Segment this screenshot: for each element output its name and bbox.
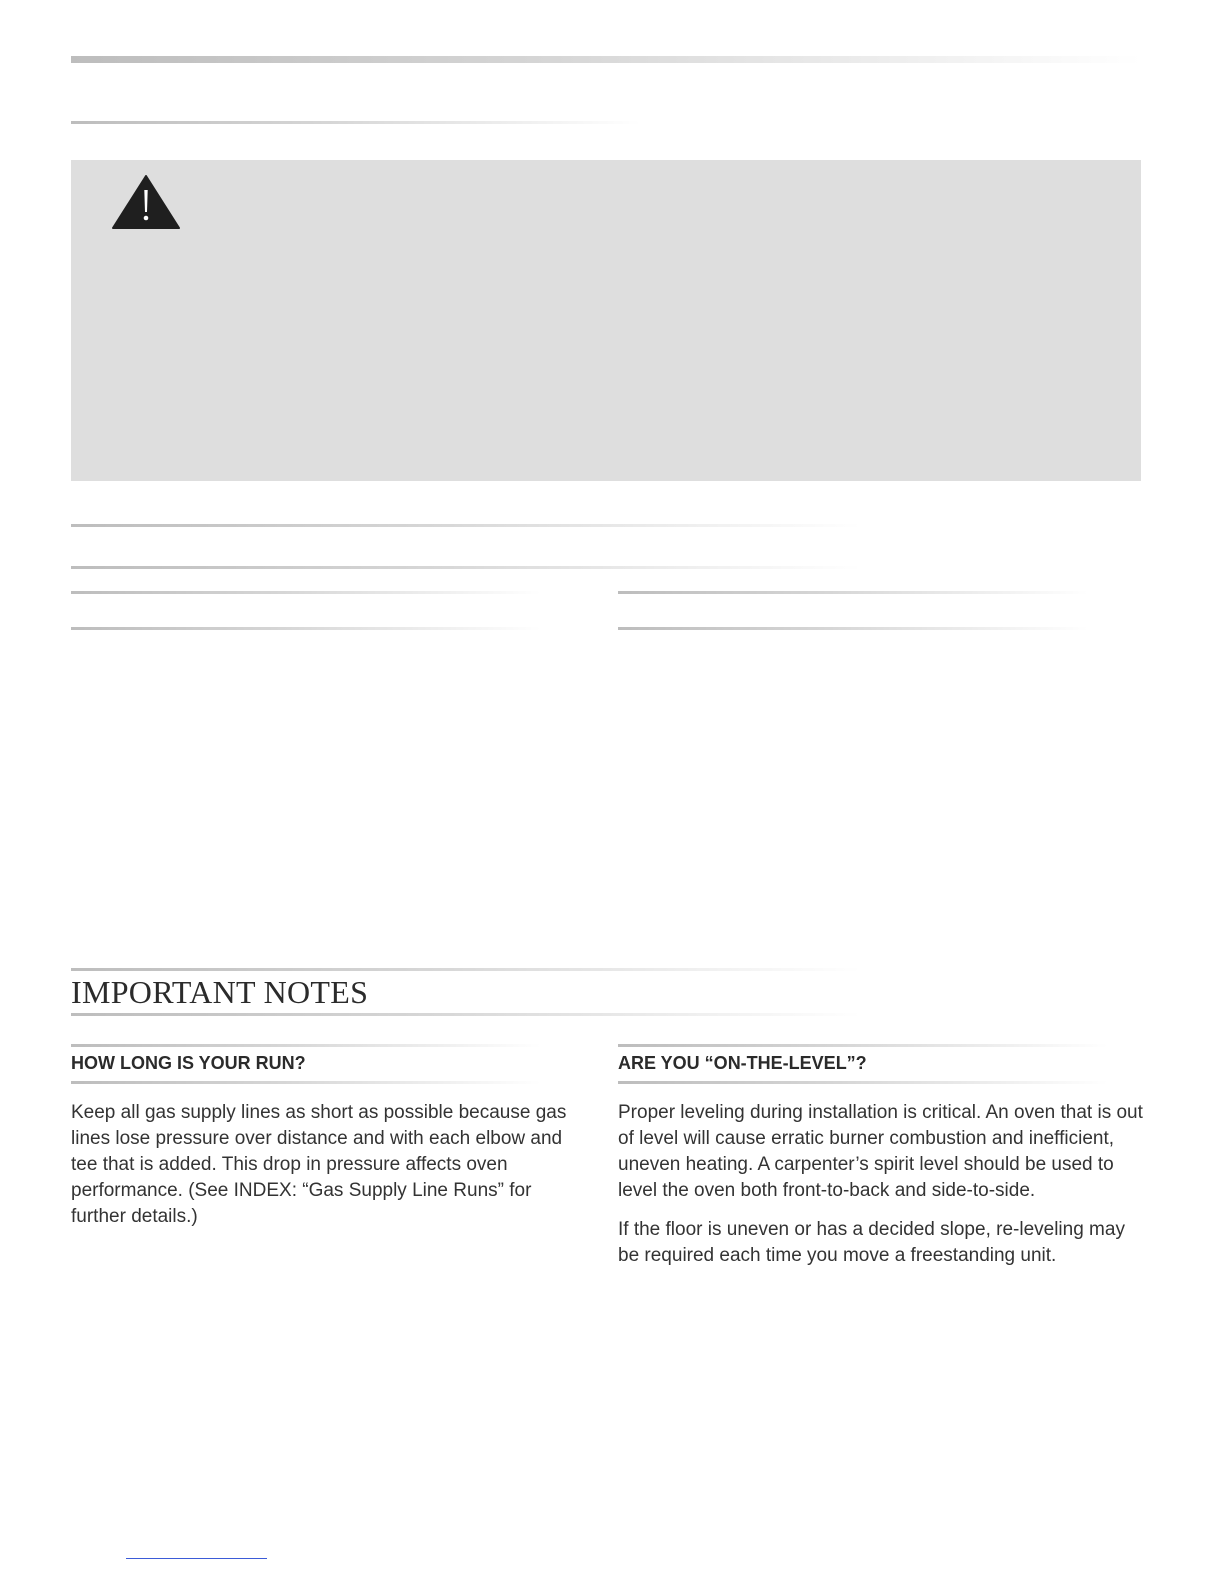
left-col-rule-2 [71, 627, 541, 630]
top-header-rule [71, 56, 1141, 63]
important-notes-top-rule [71, 968, 861, 971]
right-col-rule-2 [618, 627, 1088, 630]
section-rule-2 [71, 566, 861, 569]
right-column-body [618, 1100, 1143, 1282]
right-column-paragraph: If the floor is uneven or has a decided slope, re-leveling may be required each time you move a freestanding unit. [618, 1219, 1125, 1266]
left-column-heading: HOW LONG IS YOUR RUN? [71, 1053, 306, 1073]
right-heading-top-rule [618, 1044, 1108, 1047]
left-heading-top-rule [71, 1044, 541, 1047]
warning-triangle-icon [111, 174, 181, 230]
right-col-rule-1 [618, 591, 1088, 594]
right-heading-bottom-rule [618, 1081, 1108, 1084]
important-notes-bottom-rule [71, 1013, 861, 1016]
warning-box [71, 160, 1141, 481]
footer-link-underline[interactable] [126, 1558, 267, 1559]
right-column-heading: ARE YOU “ON-THE-LEVEL”? [618, 1053, 867, 1073]
left-column-body [71, 1100, 583, 1243]
top-subheader-rule [71, 121, 641, 124]
section-rule-1 [71, 524, 861, 527]
left-column-paragraph: Keep all gas supply lines as short as possible because gas lines lose pressure over distance and with each elbow and tee that is added. This drop in pressure affects oven performance. (See INDEX: “Gas Supply Line Runs” for further details.) [71, 1102, 567, 1227]
left-heading-bottom-rule [71, 1081, 541, 1084]
left-col-rule-1 [71, 591, 541, 594]
right-column-paragraph: Proper leveling during installation is critical. An oven that is out of level will cause erratic burner combustion and inefficient, uneven heating. A carpenter’s spirit level should be used to level the oven both front-to-back and side-to-side. [618, 1102, 1143, 1201]
section-title: IMPORTANT NOTES [71, 974, 369, 1010]
